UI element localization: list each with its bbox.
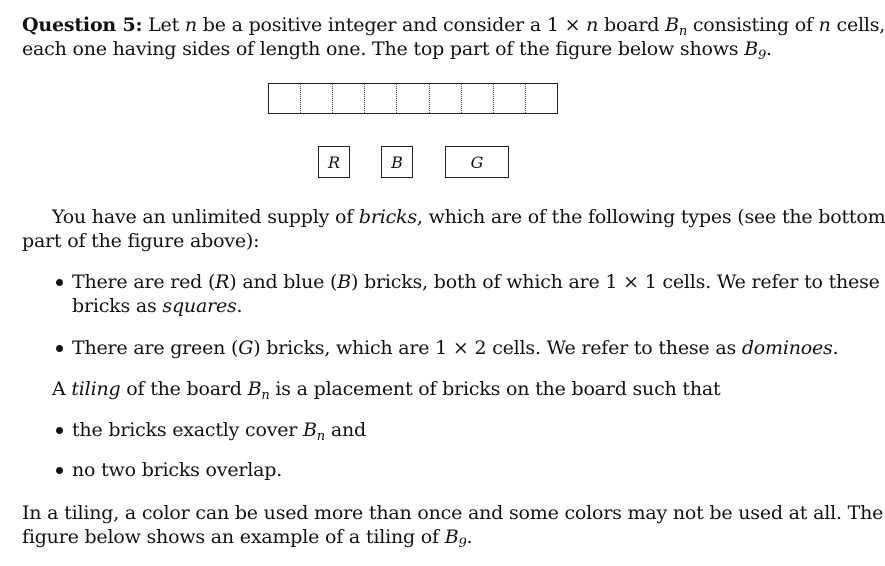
bullet-text: There are red ( (72, 271, 216, 293)
board-symbol: B (744, 38, 758, 60)
question-label: Question 5: (22, 14, 143, 36)
symbol-B: B (337, 271, 352, 293)
bullet-text: bricks as (72, 295, 163, 317)
bullet-text: ) bricks, both of which are 1 × 1 cells. We refer to these (351, 271, 880, 293)
var-n: n (184, 14, 197, 36)
board-cell (430, 84, 462, 113)
intro-text: consisting of (687, 14, 819, 36)
board-cell (365, 84, 397, 113)
condition-cover (72, 418, 366, 449)
tiling-definition (52, 377, 720, 408)
board-figure (268, 83, 558, 114)
supply-text: part of the figure above): (22, 230, 260, 252)
closing-text: . (466, 526, 473, 548)
bullet-dominoes (72, 336, 838, 360)
green-domino-brick (445, 146, 509, 178)
bullet-text: . (236, 295, 243, 317)
bullet-marker (56, 427, 63, 434)
dominoes-emphasis: dominoes (741, 337, 833, 359)
bullet-text: . (832, 337, 839, 359)
board-symbol: B (247, 378, 262, 400)
brick-label: G (470, 152, 484, 172)
board-symbol: B (665, 14, 679, 36)
bullet-text: There are green ( (72, 337, 239, 359)
supply-line-1 (52, 205, 885, 229)
intro-text: Let (148, 14, 185, 36)
blue-brick (381, 146, 413, 178)
question-intro-line-2 (22, 37, 772, 68)
bullet-squares-line-1 (72, 270, 880, 294)
condition-text: no two bricks overlap. (72, 459, 283, 481)
subscript-n: n (678, 24, 688, 39)
red-brick (318, 146, 350, 178)
board-symbol: B (303, 419, 317, 441)
var-n: n (818, 14, 831, 36)
bullet-text: ) and blue ( (229, 271, 338, 293)
board-cell (462, 84, 494, 113)
board-symbol: B (444, 526, 459, 548)
board-cell (397, 84, 429, 113)
condition-text: the bricks exactly cover (72, 419, 304, 441)
bullet-marker (56, 279, 63, 286)
board-cell (269, 84, 301, 113)
symbol-R: R (215, 271, 230, 293)
closing-line-2 (22, 525, 472, 556)
tiling-text: of the board (120, 378, 248, 400)
intro-text: cells, (830, 14, 885, 36)
subscript-9: 9 (458, 536, 467, 551)
intro-text: . (766, 38, 772, 60)
bullet-text: ) bricks, which are 1 × 2 cells. We refer to these as (253, 337, 742, 359)
intro-text: each one having sides of length one. The top part of the figure below shows (22, 38, 745, 60)
board-cell (333, 84, 365, 113)
bullet-marker (56, 467, 63, 474)
bricks-emphasis: bricks (358, 206, 417, 228)
subscript-n: n (261, 388, 270, 403)
closing-text: In a tiling, a color can be used more than once and some colors may not be used at all. The (22, 502, 884, 524)
brick-label: R (327, 152, 341, 172)
board-cell (526, 84, 557, 113)
tiling-text: is a placement of bricks on the board such that (269, 378, 721, 400)
condition-no-overlap (72, 458, 282, 482)
symbol-G: G (238, 337, 254, 359)
bullet-squares-line-2 (72, 294, 242, 318)
supply-text: , which are of the following types (see the bottom (416, 206, 885, 228)
condition-text: and (324, 419, 366, 441)
intro-text: board (598, 14, 666, 36)
var-n: n (586, 14, 599, 36)
supply-line-2 (22, 229, 259, 253)
supply-text: You have an unlimited supply of (52, 206, 359, 228)
tiling-emphasis: tiling (71, 378, 121, 400)
intro-text: be a positive integer and consider a 1 × (196, 14, 587, 36)
closing-line-1 (22, 501, 883, 525)
subscript-9: 9 (757, 48, 767, 63)
subscript-n: n (316, 429, 325, 444)
squares-emphasis: squares (162, 295, 237, 317)
brick-label: B (391, 152, 403, 172)
tiling-text: A (52, 378, 72, 400)
board-cell (301, 84, 333, 113)
closing-text: figure below shows an example of a tiling of (22, 526, 445, 548)
bullet-marker (56, 345, 63, 352)
board-cell (494, 84, 526, 113)
